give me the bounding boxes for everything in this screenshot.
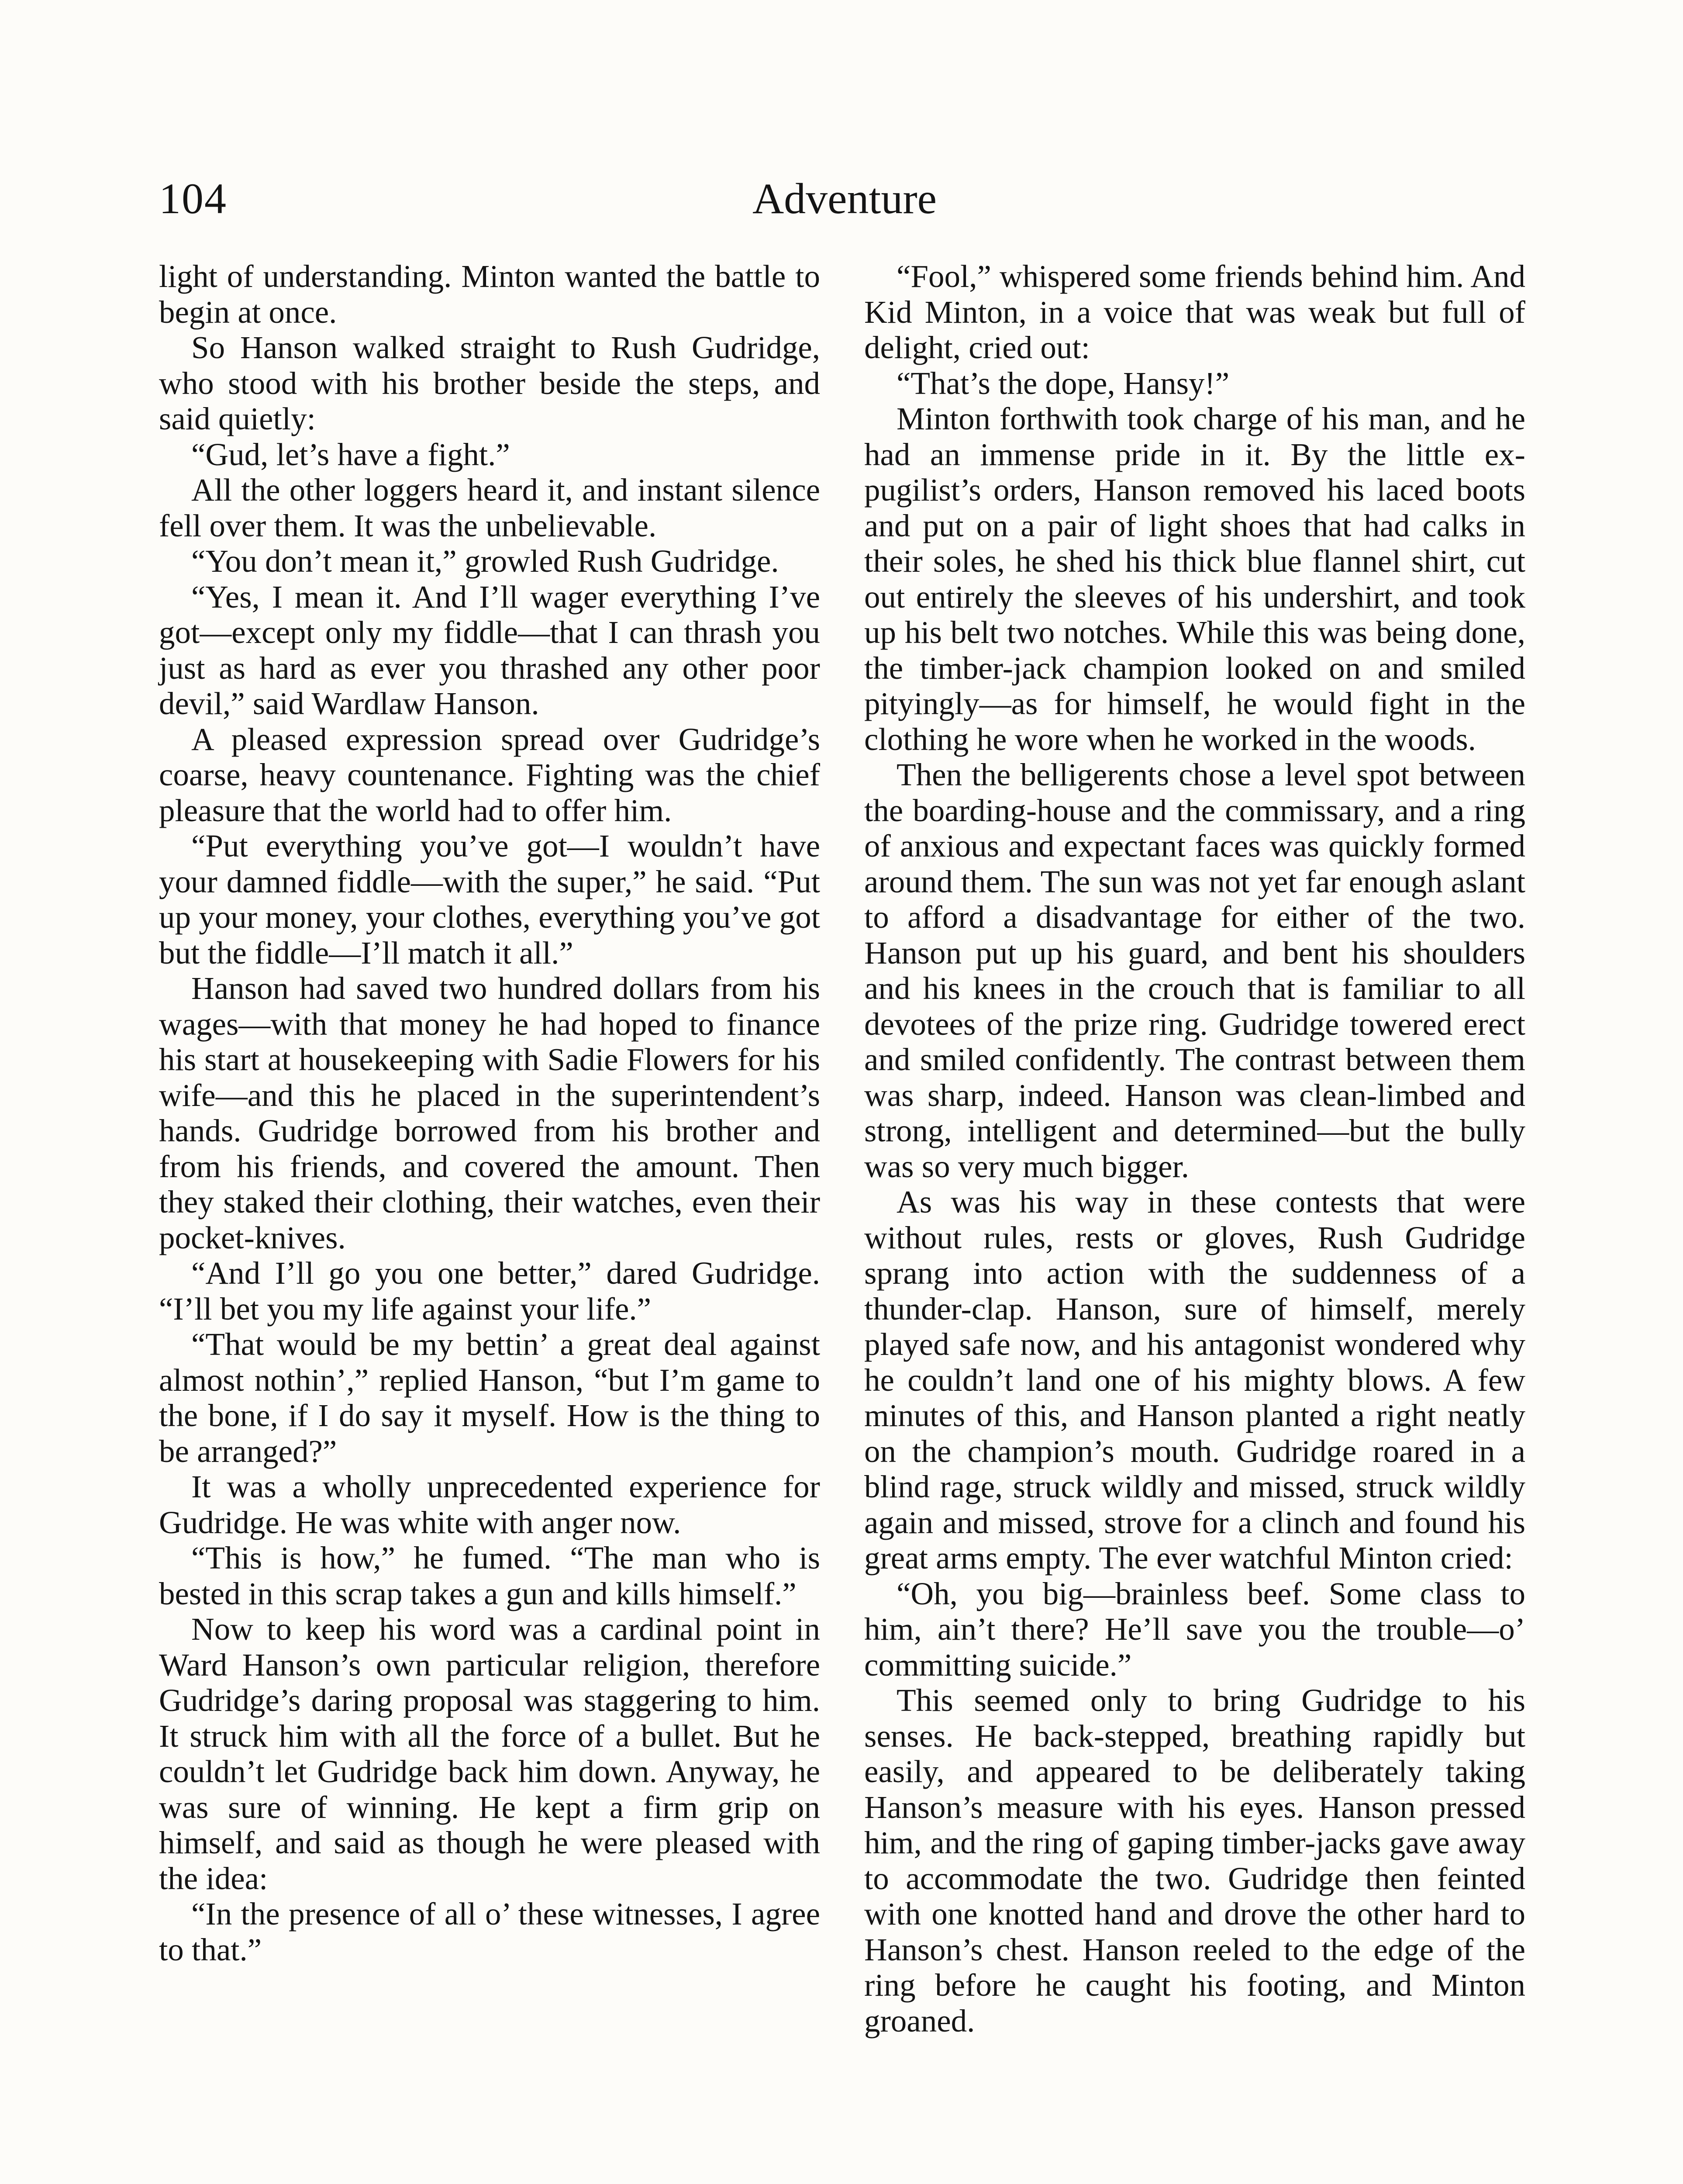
magazine-title: Adventure bbox=[752, 174, 937, 223]
paragraph: So Hanson walked straight to Rush Gudridge, who stood with his brother beside the steps, and said quietly: bbox=[159, 330, 820, 436]
paragraph: Hanson had saved two hundred dollars from his wages—with that money he had hoped to finance his start at housekeeping with Sadie Flowers for his wife—and this he placed in the superintendent’s hands. Gudridge borrowed from his brother and from his friends, and covered the amount. Then they staked their clothing, their watches, even their pocket-knives. bbox=[159, 971, 820, 1255]
paragraph: “That would be my bettin’ a great deal against almost nothin’,” replied Hanson, “but I’m game to the bone, if I do say it myself. How is the thing to be arranged?” bbox=[159, 1327, 820, 1469]
paragraph: “You don’t mean it,” growled Rush Gudridge. bbox=[191, 543, 779, 579]
paragraph: Minton forthwith took charge of his man, and he had an immense pride in it. By the little ex-pugilist’s orders, Hanson removed his laced boots and put on a pair of light shoes that had calks in their soles, he shed his thick blue flannel shirt, cut out entirely the sleeves of his undershirt, and took up his belt two notches. While this was being done, the timber-jack champion looked on and smiled pityingly—as for himself, he would fight in the clothing he wore when he worked in the woods. bbox=[864, 401, 1525, 757]
paragraph: Now to keep his word was a cardinal point in Ward Hanson’s own particular religion, therefore Gudridge’s daring proposal was staggering to him. It struck him with all the force of a bullet. But he couldn’t let Gudridge back him down. Anyway, he was sure of winning. He kept a firm grip on himself, and said as though he were pleased with the idea: bbox=[159, 1611, 820, 1896]
right-text-column bbox=[864, 259, 1525, 2039]
paragraph: Then the belligerents chose a level spot between the boarding-house and the commissary, and a ring of anxious and expectant faces was quickly formed around them. The sun was not yet far enough aslant to afford a disadvantage for either of the two. Hanson put up his guard, and bent his shoulders and his knees in the crouch that is familiar to all devotees of the prize ring. Gudridge towered erect and smiled confidently. The contrast between them was sharp, indeed. Hanson was clean-limbed and strong, intelligent and determined—but the bully was so very much bigger. bbox=[864, 757, 1525, 1184]
paragraph: “Yes, I mean it. And I’ll wager everything I’ve got—except only my fiddle—that I can thrash you just as hard as ever you thrashed any other poor devil,” said Wardlaw Hanson. bbox=[159, 579, 820, 721]
paragraph: As was his way in these contests that were without rules, rests or gloves, Rush Gudridge sprang into action with the suddenness of a thunder-clap. Hanson, sure of himself, merely played safe now, and his antagonist wondered why he couldn’t land one of his mighty blows. A few minutes of this, and Hanson planted a right neatly on the champion’s mouth. Gudridge roared in a blind rage, struck wildly and missed, struck wildly again and missed, strove for a clinch and found his great arms empty. The ever watchful Minton cried: bbox=[864, 1184, 1525, 1576]
running-head bbox=[159, 170, 1530, 227]
paragraph: “And I’ll go you one better,” dared Gudridge. “I’ll bet you my life against your life.” bbox=[159, 1255, 820, 1327]
paragraph: “Oh, you big—brainless beef. Some class to him, ain’t there? He’ll save you the trouble—o’ committing suicide.” bbox=[864, 1576, 1525, 1683]
paragraph: “In the presence of all o’ these witnesses, I agree to that.” bbox=[159, 1896, 820, 1967]
paragraph: All the other loggers heard it, and instant silence fell over them. It was the unbelievable. bbox=[159, 472, 820, 543]
paragraph: This seemed only to bring Gudridge to his senses. He back-stepped, breathing rapidly but easily, and appeared to be deliberately taking Hanson’s measure with his eyes. Hanson pressed him, and the ring of gaping timber-jacks gave away to accommodate the two. Gudridge then feinted with one knotted hand and drove the other hard to Hanson’s chest. Hanson reeled to the edge of the ring before he caught his footing, and Minton groaned. bbox=[864, 1683, 1525, 2039]
paragraph: “Put everything you’ve got—I wouldn’t have your damned fiddle—with the super,” he said. “Put up your money, your clothes, everything you’ve got but the fiddle—I’ll match it all.” bbox=[159, 828, 820, 971]
page-number: 104 bbox=[159, 174, 227, 223]
paragraph: A pleased expression spread over Gudridge’s coarse, heavy countenance. Fighting was the chief pleasure that the world had to offer him. bbox=[159, 721, 820, 828]
paragraph: “This is how,” he fumed. “The man who is bested in this scrap takes a gun and kills himself.” bbox=[159, 1540, 820, 1611]
paragraph: It was a wholly unprecedented experience for Gudridge. He was white with anger now. bbox=[159, 1469, 820, 1540]
paragraph: light of understanding. Minton wanted the battle to begin at once. bbox=[159, 259, 820, 330]
paragraph: “Gud, let’s have a fight.” bbox=[191, 436, 510, 472]
left-text-column bbox=[159, 259, 820, 1967]
paragraph: “Fool,” whispered some friends behind him. And Kid Minton, in a voice that was weak but full of delight, cried out: bbox=[864, 259, 1525, 365]
paragraph: “That’s the dope, Hansy!” bbox=[897, 365, 1230, 401]
